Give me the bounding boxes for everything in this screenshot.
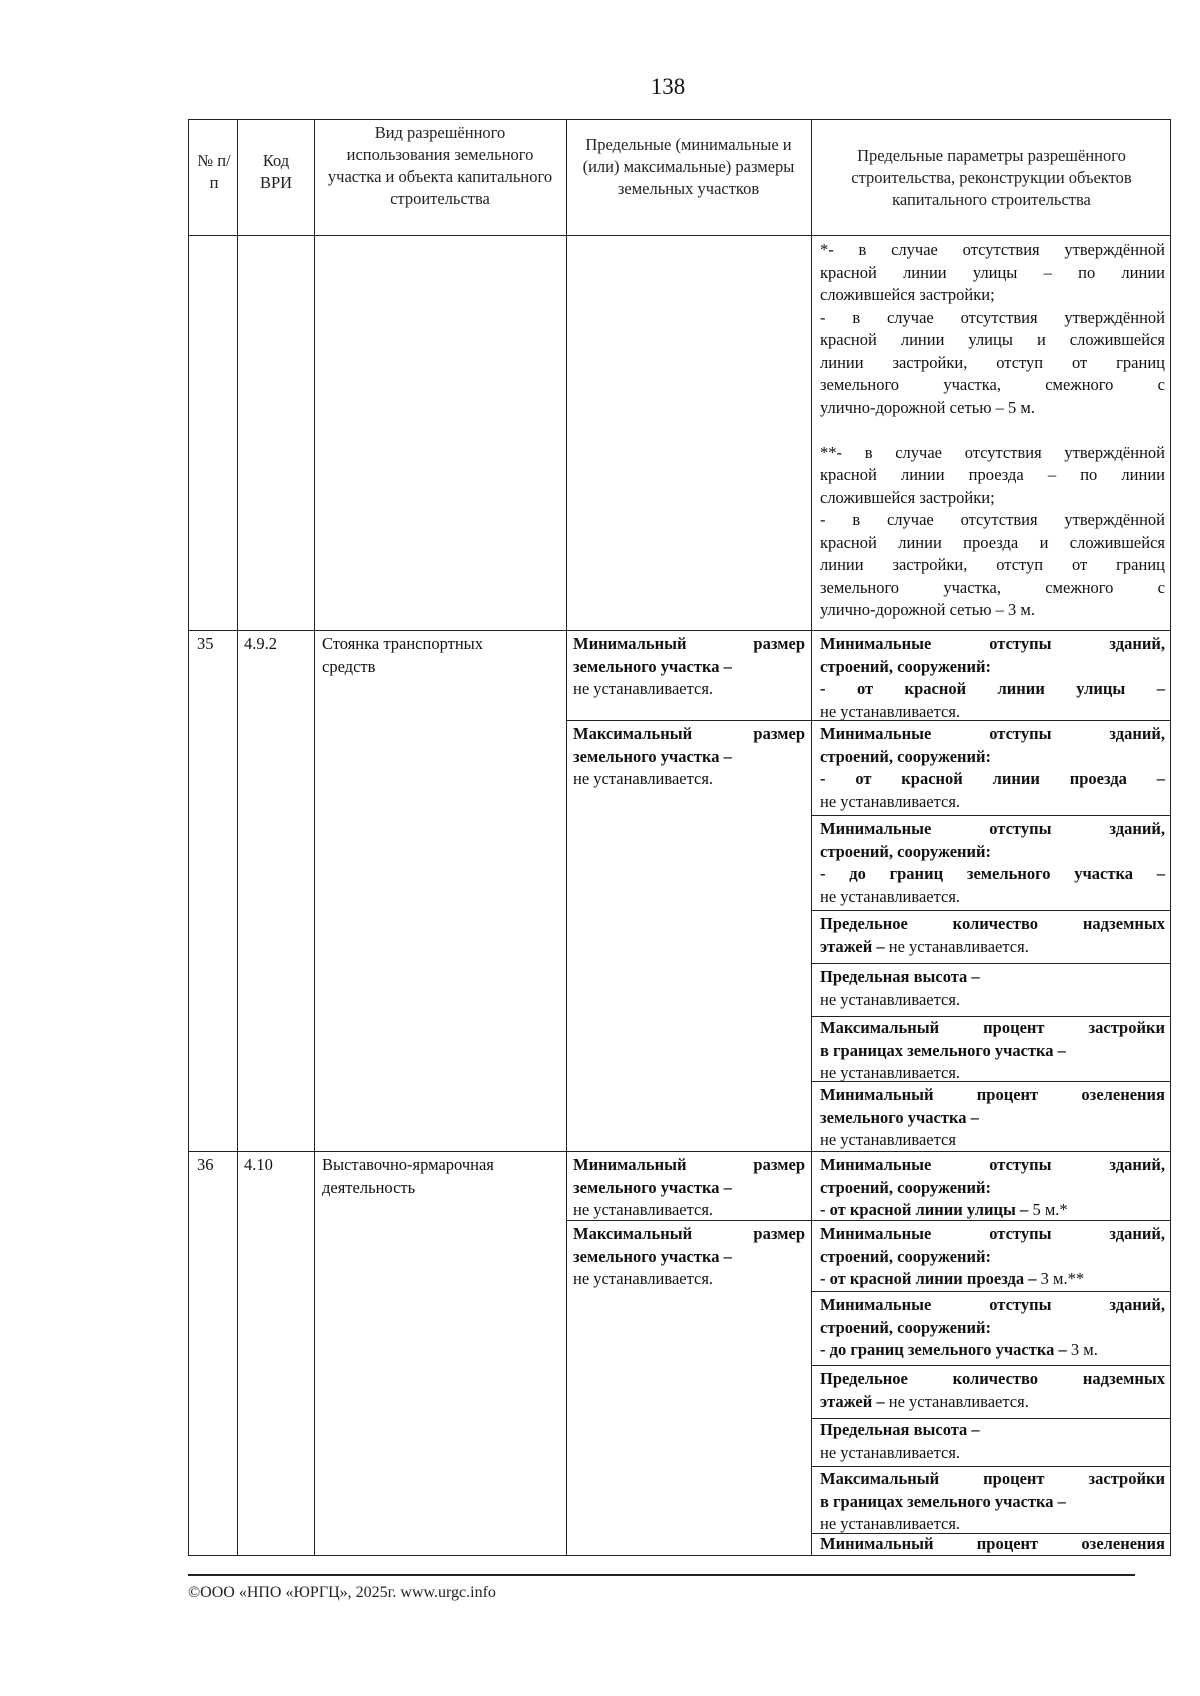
- sub-row-divider: [566, 720, 811, 721]
- col-divider: [237, 120, 238, 1555]
- size-line: земельного участка –: [573, 1177, 732, 1197]
- param-line: строений, сооружений:: [820, 1317, 992, 1337]
- header-code: Код ВРИ: [259, 151, 293, 192]
- sub-row-divider: [811, 815, 1170, 816]
- param-line: Предельное количество надземных: [820, 1369, 1165, 1388]
- param-floors: [820, 913, 1165, 958]
- sub-row-divider: [811, 910, 1170, 911]
- param-setback-street: [820, 1154, 1165, 1222]
- param-setback-boundary: [820, 818, 1165, 908]
- param-height: [820, 966, 1165, 1011]
- row-divider: [189, 235, 1170, 236]
- use-line: Выставочно-ярмарочная: [322, 1155, 494, 1174]
- param-line: земельного участка –: [820, 1107, 979, 1127]
- min-plot-size: [573, 1154, 805, 1222]
- use-line: Стоянка транспортных: [322, 634, 483, 653]
- param-line: Минимальные отступы зданий,: [820, 634, 1165, 653]
- note-line: линии застройки, отступ от границ: [820, 352, 1165, 372]
- param-line: не устанавливается.: [820, 886, 961, 906]
- param-line: Минимальные отступы зданий,: [820, 724, 1165, 743]
- note-line: улично-дорожной сетью – 5 м.: [820, 397, 1035, 417]
- param-value: 3 м.**: [1036, 1269, 1085, 1288]
- size-line: земельного участка –: [573, 746, 732, 766]
- max-plot-size: [573, 723, 805, 791]
- param-line: строений, сооружений:: [820, 1246, 992, 1266]
- param-line: Максимальный процент застройки: [820, 1018, 1165, 1037]
- param-line: Минимальные отступы зданий,: [820, 1155, 1165, 1174]
- param-coverage: [820, 1468, 1165, 1536]
- param-line: Предельная высота –: [820, 1420, 980, 1439]
- size-line: не устанавливается.: [573, 679, 714, 698]
- param-height: [820, 1419, 1165, 1464]
- param-line: Предельное количество надземных: [820, 914, 1165, 933]
- size-line: земельного участка –: [573, 1246, 732, 1266]
- param-line: - до границ земельного участка –: [820, 864, 1165, 883]
- note-line: - в случае отсутствия утверждённой: [820, 307, 1165, 327]
- row-use-type: [322, 1154, 562, 1199]
- param-value: не устанавливается.: [884, 1391, 1029, 1411]
- sub-row-divider: [811, 1466, 1170, 1467]
- use-line: средств: [322, 656, 376, 676]
- param-line: Максимальный процент застройки: [820, 1469, 1165, 1488]
- param-value: не устанавливается.: [884, 936, 1029, 956]
- note-line: красной линии проезда – по линии: [820, 465, 1165, 484]
- param-label: - до границ земельного участка –: [820, 1340, 1067, 1359]
- note-line: сложившейся застройки;: [820, 487, 995, 507]
- param-line: Минимальные отступы зданий,: [820, 1295, 1165, 1314]
- size-line: земельного участка –: [573, 656, 732, 676]
- param-line: - от красной линии проезда –: [820, 769, 1165, 788]
- row-number: 35: [197, 634, 214, 653]
- param-label: - от красной линии проезда –: [820, 1269, 1037, 1288]
- row-divider: [189, 630, 1170, 631]
- param-line: строений, сооружений:: [820, 656, 992, 676]
- note-line: красной линии улицы и сложившейся: [820, 330, 1165, 349]
- param-setback-boundary: [820, 1294, 1165, 1362]
- note-line: линии застройки, отступ от границ: [820, 555, 1165, 574]
- col-divider: [811, 120, 812, 1555]
- size-line: Минимальный размер: [573, 634, 805, 653]
- param-floors: [820, 1368, 1165, 1413]
- regulations-table: [188, 119, 1171, 1556]
- note-line: красной линии проезда и сложившейся: [820, 532, 1165, 552]
- param-value: 3 м.: [1066, 1340, 1098, 1359]
- size-line: Максимальный размер: [573, 1224, 805, 1243]
- max-plot-size: [573, 1223, 805, 1291]
- note-line: красной линии улицы – по линии: [820, 262, 1165, 282]
- param-greening: [820, 1084, 1165, 1152]
- param-line: не устанавливается.: [820, 1442, 961, 1462]
- note-line: сложившейся застройки;: [820, 285, 995, 304]
- header-number: № п/п: [197, 151, 231, 192]
- param-line: в границах земельного участка –: [820, 1040, 1066, 1060]
- col-divider: [314, 120, 315, 1555]
- param-greening: [820, 1533, 1165, 1556]
- note-line: улично-дорожной сетью – 3 м.: [820, 600, 1035, 619]
- param-line: не устанавливается: [820, 1130, 956, 1149]
- size-line: не устанавливается.: [573, 1200, 714, 1219]
- param-label: этажей –: [820, 936, 885, 956]
- param-line: Минимальные отступы зданий,: [820, 819, 1165, 838]
- param-line: Минимальные отступы зданий,: [820, 1224, 1165, 1243]
- param-setback-street: [820, 633, 1165, 723]
- note-line: **- в случае отсутствия утверждённой: [820, 442, 1165, 462]
- page-number: 138: [650, 74, 686, 99]
- sub-row-divider: [811, 1365, 1170, 1366]
- param-line: не устанавливается.: [820, 1514, 961, 1533]
- param-line: Предельная высота –: [820, 967, 980, 986]
- param-line: - от красной линии улицы –: [820, 679, 1165, 698]
- param-line: не устанавливается.: [820, 701, 961, 721]
- row-number: 36: [197, 1155, 214, 1174]
- param-label: этажей –: [820, 1391, 885, 1411]
- param-line: не устанавливается.: [820, 791, 961, 811]
- param-setback-driveway: [820, 723, 1165, 813]
- param-line: строений, сооружений:: [820, 1177, 992, 1197]
- footer-copyright: ©ООО «НПО «ЮРГЦ», 2025г. www.urgc.info: [188, 1584, 496, 1601]
- row-use-type: [322, 633, 562, 678]
- param-line: строений, сооружений:: [820, 746, 992, 766]
- param-value: 5 м.*: [1028, 1200, 1068, 1219]
- param-line: строений, сооружений:: [820, 841, 992, 861]
- note-line: *- в случае отсутствия утверждённой: [820, 240, 1165, 259]
- header-build-params: Предельные параметры разрешённого строительства, реконструкции объектов капитального строительства: [851, 146, 1132, 209]
- note-line: земельного участка, смежного с: [820, 577, 1165, 597]
- size-line: не устанавливается.: [573, 769, 714, 788]
- row-code: 4.9.2: [244, 634, 277, 653]
- sub-row-divider: [811, 1291, 1170, 1292]
- param-line: в границах земельного участка –: [820, 1491, 1066, 1511]
- header-use-type: Вид разрешённого использования земельного участка и объекта капитального строительства: [327, 123, 553, 208]
- param-line: не устанавливается.: [820, 989, 961, 1009]
- size-line: Максимальный размер: [573, 724, 805, 743]
- min-plot-size: [573, 633, 805, 701]
- note-line: - в случае отсутствия утверждённой: [820, 510, 1165, 529]
- sub-row-divider: [811, 963, 1170, 964]
- note-line: земельного участка, смежного с: [820, 375, 1165, 394]
- size-line: не устанавливается.: [573, 1269, 714, 1288]
- use-line: деятельность: [322, 1177, 416, 1197]
- param-setback-driveway: [820, 1223, 1165, 1291]
- col-divider: [566, 120, 567, 1555]
- footnote-block: [820, 239, 1165, 622]
- param-line: Минимальный процент озеленения: [820, 1534, 1165, 1553]
- param-label: - от красной линии улицы –: [820, 1200, 1029, 1219]
- param-line: Минимальный процент озеленения: [820, 1085, 1165, 1104]
- row-code: 4.10: [244, 1155, 273, 1174]
- param-line: не устанавливается.: [820, 1063, 961, 1082]
- size-line: Минимальный размер: [573, 1155, 805, 1174]
- param-coverage: [820, 1017, 1165, 1085]
- header-plot-size: Предельные (минимальные и (или) максимальные) размеры земельных участков: [582, 135, 795, 198]
- footer-divider: [188, 1574, 1135, 1576]
